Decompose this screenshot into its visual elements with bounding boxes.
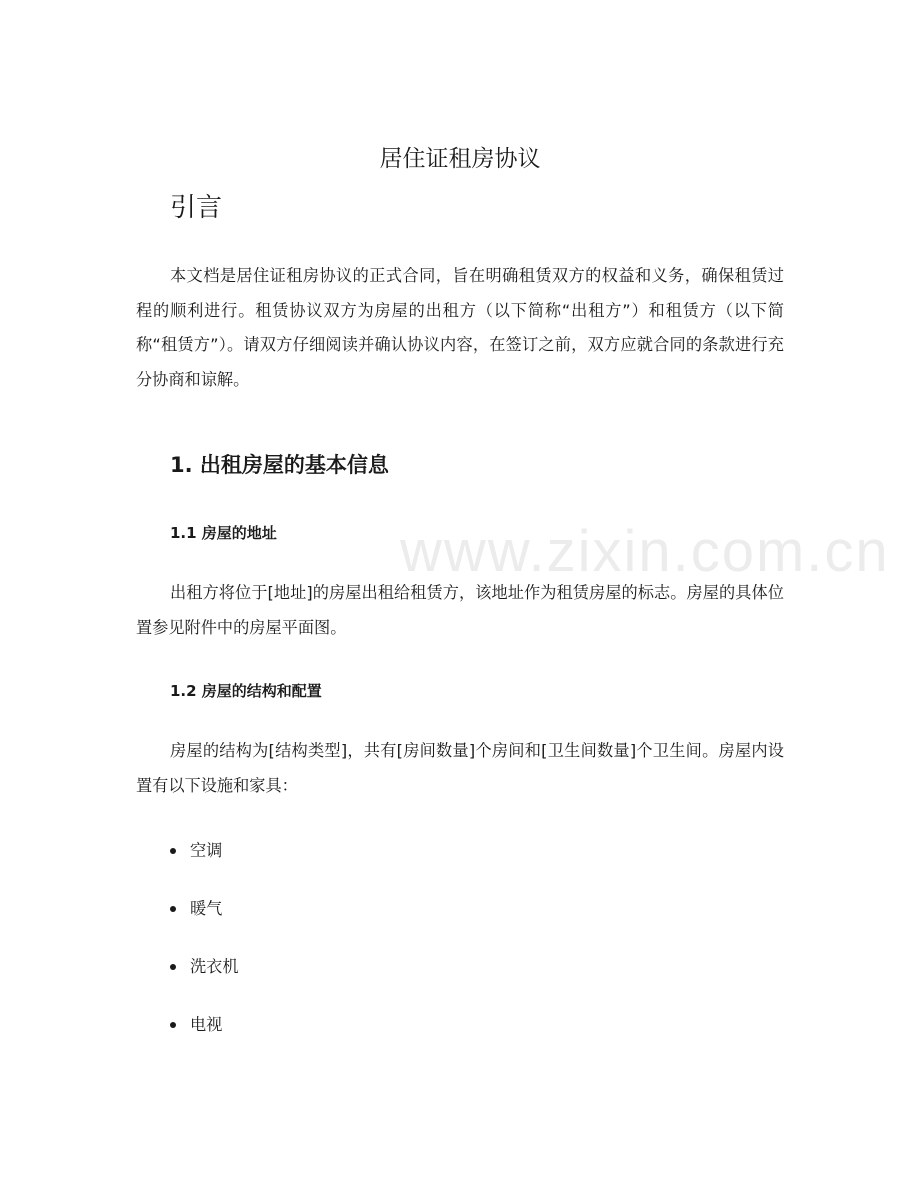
bullet-icon (170, 964, 176, 970)
list-item-label: 空调 (190, 841, 223, 860)
bullet-icon (170, 906, 176, 912)
section-1-heading: 1. 出租房屋的基本信息 (170, 453, 389, 477)
structure-paragraph: 房屋的结构为[结构类型]，共有[房间数量]个房间和[卫生间数量]个卫生间。房屋内设置有以下设施和家具： (136, 741, 784, 795)
address-paragraph: 出租方将位于[地址]的房屋出租给租赁方，该地址作为租赁房屋的标志。房屋的具体位置参见附件中的房屋平面图。 (136, 583, 784, 637)
list-item-label: 洗衣机 (190, 957, 239, 976)
list-item (170, 1008, 239, 1066)
intro-paragraph: 本文档是居住证租房协议的正式合同，旨在明确租赁双方的权益和义务，确保租赁过程的顺利进行。租赁协议双方为房屋的出租方（以下简称“出租方”）和租赁方（以下简称“租赁方”）。请双方仔细阅读并确认协议内容，在签订之前，双方应就合同的条款进行充分协商和谅解。 (136, 266, 784, 389)
list-item (170, 892, 239, 950)
list-item-label: 电视 (190, 1015, 223, 1034)
watermark: www.zixin.com.cn (400, 519, 890, 584)
facilities-list (170, 834, 239, 1066)
list-item (170, 834, 239, 892)
bullet-icon (170, 1022, 176, 1028)
section-1-2-heading: 1.2 房屋的结构和配置 (170, 682, 322, 700)
list-item-label: 暖气 (190, 899, 223, 918)
document-title: 居住证租房协议 (379, 146, 541, 172)
bullet-icon (170, 848, 176, 854)
section-1-1-heading: 1.1 房屋的地址 (170, 524, 277, 542)
intro-heading: 引言 (170, 193, 223, 223)
list-item (170, 950, 239, 1008)
